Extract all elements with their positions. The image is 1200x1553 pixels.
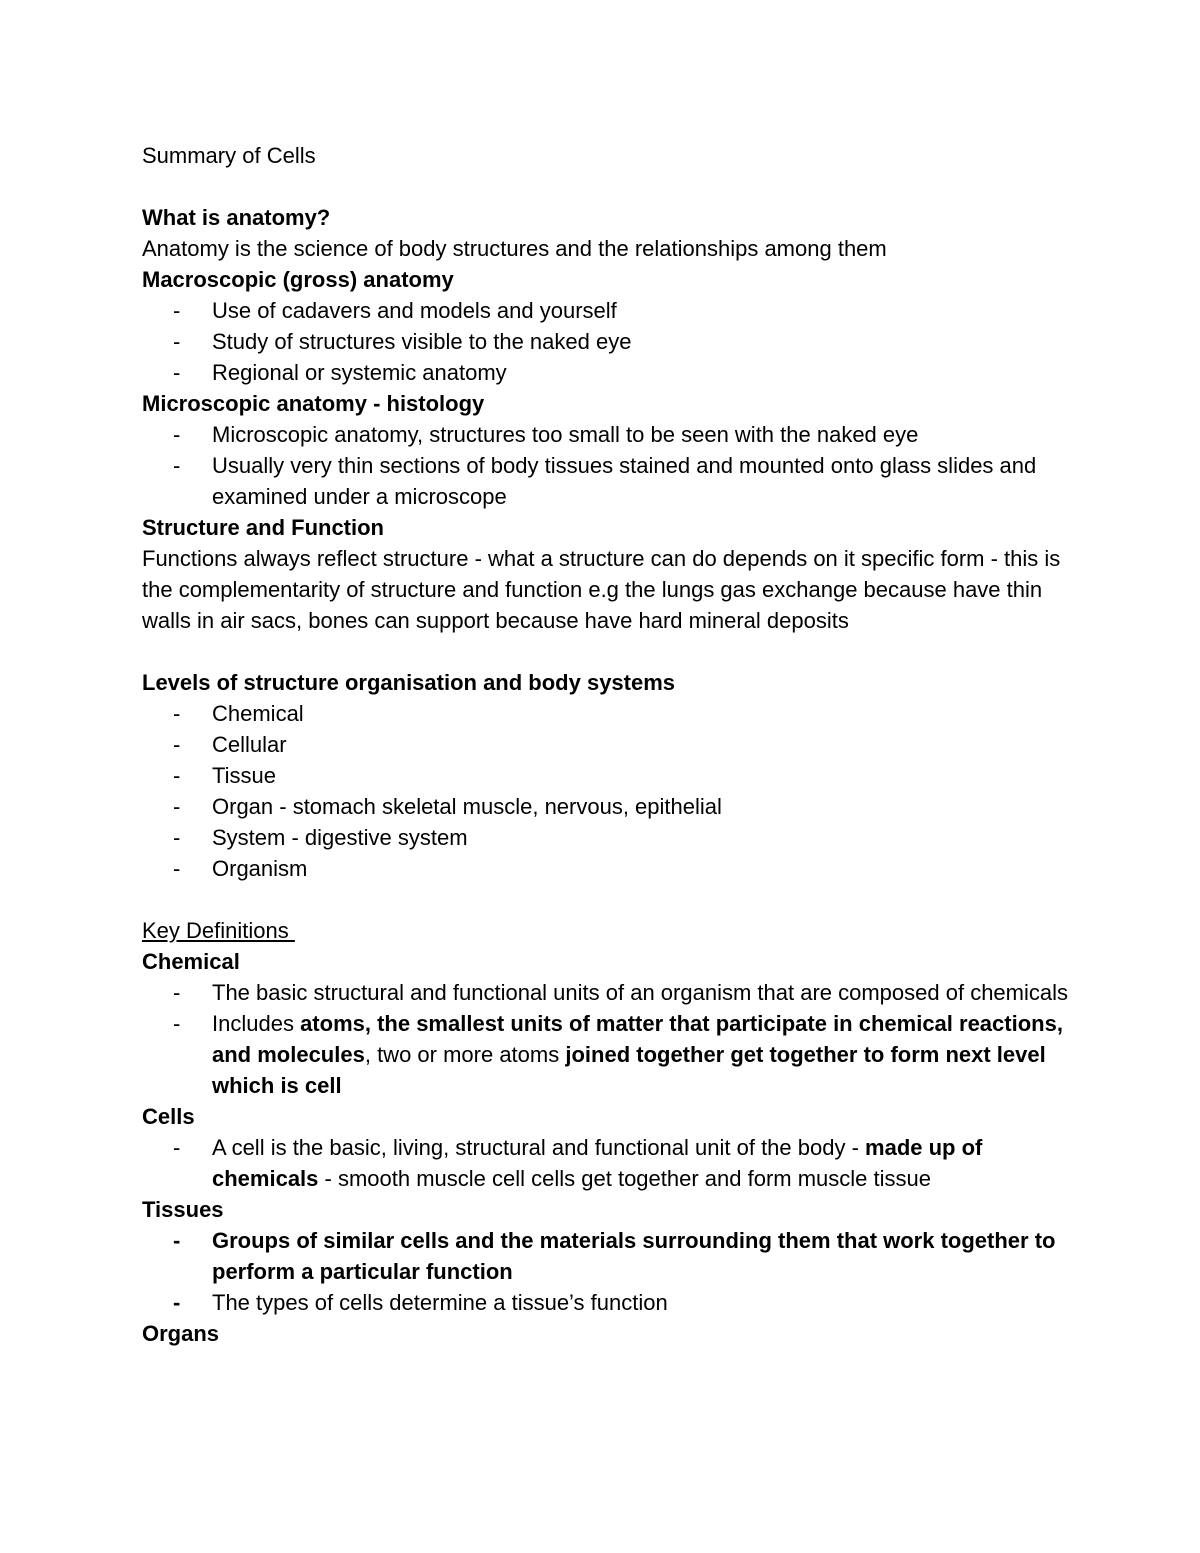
macroscopic-list (142, 295, 1070, 388)
list-item (142, 295, 1070, 326)
tissues-list (142, 1225, 1070, 1318)
list-item (142, 419, 1070, 450)
dash-bullet: - (173, 1228, 181, 1253)
text-run: A cell is the basic, living, structural and functional unit of the body - (212, 1135, 866, 1160)
list-item-text: Organ - stomach skeletal muscle, nervous, epithelial (212, 794, 722, 819)
list-item (142, 450, 1070, 512)
dash-bullet: - (173, 825, 181, 850)
list-item-text: Microscopic anatomy, structures too small to be seen with the naked eye (212, 422, 919, 447)
text-run-bold: joined together get together to form next level which is cell (212, 1042, 1046, 1098)
anatomy-heading: What is anatomy? (142, 205, 331, 230)
list-item (142, 357, 1070, 388)
structure-function-heading: Structure and Function (142, 515, 384, 540)
list-item (142, 822, 1070, 853)
list-item (142, 729, 1070, 760)
text-run-bold: atoms, the smallest units of matter that participate in chemical reactions, and molecules (212, 1011, 1063, 1067)
chemical-heading: Chemical (142, 949, 240, 974)
dash-bullet: - (173, 1290, 181, 1315)
dash-bullet: - (173, 453, 181, 478)
list-item (142, 1132, 1070, 1194)
list-item-text: Use of cadavers and models and yourself (212, 298, 617, 323)
dash-bullet: - (173, 329, 181, 354)
list-item (142, 326, 1070, 357)
dash-bullet: - (173, 422, 181, 447)
list-item-text: Usually very thin sections of body tissues stained and mounted onto glass slides and examined under a microscope (212, 453, 1037, 509)
list-item (142, 853, 1070, 884)
spacer (142, 884, 1070, 915)
list-item (142, 1008, 1070, 1101)
dash-bullet: - (173, 856, 181, 881)
key-definitions-heading: Key Definitions (142, 918, 295, 943)
list-item-text: System - digestive system (212, 825, 468, 850)
text-run: - smooth muscle cell cells get together and form muscle tissue (318, 1166, 931, 1191)
microscopic-heading: Microscopic anatomy - histology (142, 391, 485, 416)
list-item-text: Cellular (212, 732, 287, 757)
list-item-text: Tissue (212, 763, 276, 788)
macroscopic-heading: Macroscopic (gross) anatomy (142, 267, 454, 292)
dash-bullet: - (173, 360, 181, 385)
list-item-text: The types of cells determine a tissue’s function (212, 1290, 668, 1315)
text-run-bold: made up of chemicals (212, 1135, 983, 1191)
dash-bullet: - (173, 980, 181, 1005)
list-item (142, 1287, 1070, 1318)
dash-bullet: - (173, 1011, 181, 1036)
levels-heading: Levels of structure organisation and body systems (142, 670, 676, 695)
levels-list (142, 698, 1070, 884)
list-item (142, 791, 1070, 822)
list-item (142, 977, 1070, 1008)
list-item-text: Study of structures visible to the naked eye (212, 329, 632, 354)
list-item (142, 1225, 1070, 1287)
list-item-text: Regional or systemic anatomy (212, 360, 507, 385)
dash-bullet: - (173, 763, 181, 788)
anatomy-definition: Anatomy is the science of body structures and the relationships among them (142, 236, 887, 261)
cells-heading: Cells (142, 1104, 195, 1129)
microscopic-list (142, 419, 1070, 512)
dash-bullet: - (173, 701, 181, 726)
text-run: , two or more atoms (364, 1042, 566, 1067)
list-item-text: Chemical (212, 701, 304, 726)
list-item-text: Groups of similar cells and the materials surrounding them that work together to perform a particular function (212, 1228, 1056, 1284)
spacer (142, 171, 1070, 202)
dash-bullet: - (173, 1135, 181, 1160)
list-item-text: Organism (212, 856, 308, 881)
text-run: Includes (212, 1011, 301, 1036)
dash-bullet: - (173, 298, 181, 323)
organs-heading: Organs (142, 1321, 220, 1346)
document-title: Summary of Cells (142, 143, 316, 168)
tissues-heading: Tissues (142, 1197, 224, 1222)
cells-list (142, 1132, 1070, 1194)
chemical-list (142, 977, 1070, 1101)
list-item (142, 698, 1070, 729)
list-item (142, 760, 1070, 791)
list-item-text: The basic structural and functional units of an organism that are composed of chemicals (212, 980, 1069, 1005)
dash-bullet: - (173, 732, 181, 757)
structure-function-text: Functions always reflect structure - what a structure can do depends on it specific form - this is the complementarity of structure and function e.g the lungs gas exchange because have thin walls in air sacs, bones can support because have hard mineral deposits (142, 546, 1061, 633)
spacer (142, 636, 1070, 667)
dash-bullet: - (173, 794, 181, 819)
